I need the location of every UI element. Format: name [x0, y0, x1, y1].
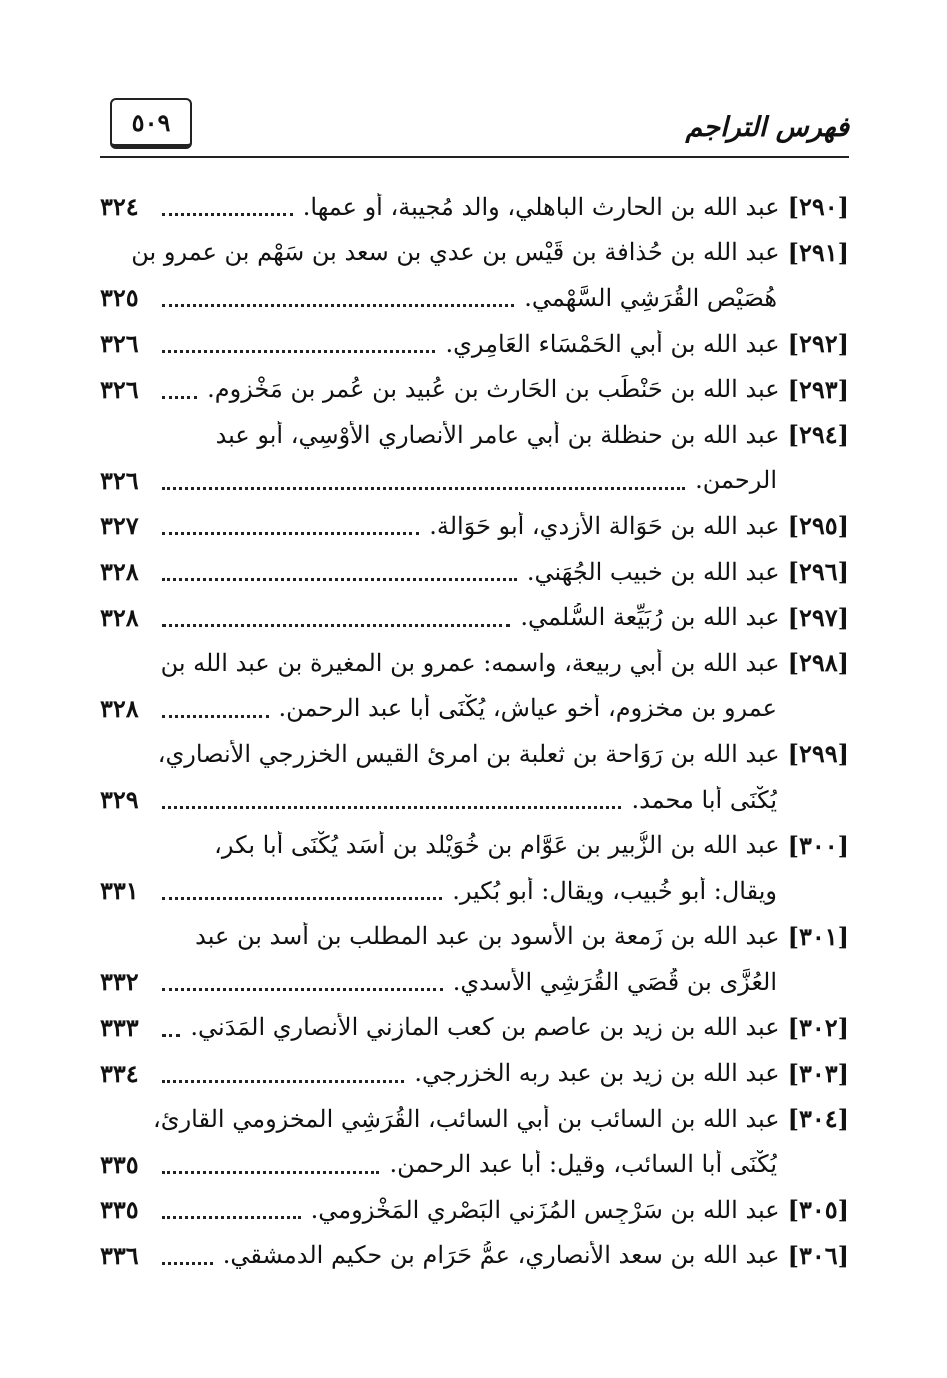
entry-number: [٢٩٠]: [787, 192, 849, 222]
index-entry: [100, 640, 849, 686]
entry-number: [٢٩٦]: [787, 557, 849, 587]
entry-text: هُصَيْص القُرَشِي السَّهْمي.: [524, 283, 777, 312]
index-entry: [100, 549, 849, 595]
index-entry-continuation: [100, 868, 849, 914]
dot-leader: [162, 350, 435, 353]
entry-text: عبد الله بن زيد بن عاصم بن كعب المازني الأنصاري المَدَني.: [190, 1013, 780, 1042]
entry-text: عبد الله بن أبي الحَمْسَاء العَامِري.: [445, 329, 780, 358]
entry-number: [٣٠٥]: [787, 1195, 849, 1225]
entry-text: عبد الله بن حنظلة بن أبي عامر الأنصاري الأَوْسِي، أبو عبد: [215, 420, 780, 449]
index-entry: [100, 1050, 849, 1096]
index-entry: [100, 822, 849, 868]
entry-page-number: ٣٢٦: [100, 329, 139, 359]
entry-text: يُكْنَى أبا محمد.: [631, 785, 777, 814]
entry-number: [٢٩٥]: [787, 511, 849, 541]
dot-leader: [162, 213, 293, 216]
dot-leader: [162, 897, 442, 900]
dot-leader: [162, 1262, 213, 1265]
entry-page-number: ٣٢٨: [100, 602, 139, 632]
dot-leader: [162, 1034, 180, 1037]
entry-number: [٢٩٤]: [787, 420, 849, 450]
entry-text: عبد الله بن سعد الأنصاري، عمُّ حَرَام بن حكيم الدمشقي.: [222, 1241, 780, 1270]
index-entry: [100, 412, 849, 458]
index-entry: [100, 366, 849, 412]
entry-text: عبد الله بن رَوَاحة بن ثعلبة بن امرئ القيس الخزرجي الأنصاري،: [157, 739, 780, 768]
entry-number: [٣٠٦]: [787, 1240, 849, 1270]
entry-text: عبد الله بن حَنْطَب بن الحَارِث بن عُبيد بن عُمر بن مَخْزوم.: [207, 375, 780, 404]
dot-leader: [162, 1080, 404, 1083]
index-entry: [100, 184, 849, 230]
entry-text: يُكْنَى أبا السائب، وقيل: أبا عبد الرحمن.: [389, 1150, 777, 1179]
index-entry: [100, 1096, 849, 1142]
entry-page-number: ٣٣٤: [100, 1058, 139, 1088]
index-entry: [100, 503, 849, 549]
entry-page-number: ٣٢٦: [100, 465, 139, 495]
entry-page-number: ٣٢٨: [100, 693, 139, 723]
entry-text: عبد الله بن الحارث الباهلي، والد مُجيبة، أو عمها.: [302, 192, 780, 221]
entry-page-number: ٣٢٥: [100, 283, 139, 313]
index-entry: [100, 1187, 849, 1233]
entry-text: عبد الله بن خبيب الجُهَني.: [526, 557, 780, 586]
entry-page-number: ٣٣٥: [100, 1149, 139, 1179]
index-entry: [100, 230, 849, 276]
dot-leader: [162, 1216, 301, 1219]
entry-page-number: ٣٢٩: [100, 785, 139, 815]
dot-leader: [162, 304, 514, 307]
entry-number: [٢٩٧]: [787, 602, 849, 632]
index-entry: [100, 1233, 849, 1279]
index-entry-continuation: [100, 458, 849, 504]
entry-text: عبد الله بن زَمعة بن الأسود بن عبد المطلب بن أسد بن عبد: [195, 922, 780, 951]
entry-text: عبد الله بن الزُّبير بن عَوَّام بن خُوَيْلد بن أَسَد يُكْنَى أبا بكر،: [214, 831, 780, 860]
index-entry-continuation: [100, 275, 849, 321]
entry-number: [٢٩٩]: [787, 739, 849, 769]
entry-text: عبد الله بن زيد بن عبد ربه الخزرجي.: [414, 1059, 780, 1088]
dot-leader: [162, 806, 621, 809]
entry-page-number: ٣٢٤: [100, 192, 139, 222]
entry-page-number: ٣٣٥: [100, 1195, 139, 1225]
entry-text: العُزَّى بن قُصَي القُرَشِي الأسدي.: [452, 967, 777, 996]
index-entry-continuation: [100, 777, 849, 823]
entry-page-number: ٣٢٧: [100, 511, 139, 541]
entry-page-number: ٣٣١: [100, 876, 139, 906]
entry-text: عبد الله بن أبي ربيعة، واسمه: عمرو بن المغيرة بن عبد الله بن: [160, 648, 780, 677]
index-entry: [100, 321, 849, 367]
index-entry: [100, 1005, 849, 1051]
dot-leader: [162, 1171, 379, 1174]
index-entry-continuation: [100, 1141, 849, 1187]
dot-leader: [162, 396, 197, 399]
entry-number: [٢٩٨]: [787, 648, 849, 678]
entry-number: [٢٩٣]: [787, 374, 849, 404]
index-entries: [100, 184, 849, 1278]
entry-page-number: ٣٣٦: [100, 1240, 139, 1270]
dot-leader: [162, 578, 517, 581]
dot-leader: [162, 532, 419, 535]
page-number: ٥٠٩: [131, 107, 171, 137]
entry-number: [٢٩٢]: [787, 329, 849, 359]
index-entry: [100, 914, 849, 960]
entry-number: [٣٠٠]: [787, 830, 849, 860]
index-entry-continuation: [100, 959, 849, 1005]
entry-text: عبد الله بن حَوَالة الأزدي، أبو حَوَالة.: [429, 511, 780, 540]
dot-leader: [162, 988, 443, 991]
dot-leader: [162, 624, 510, 627]
dot-leader: [162, 487, 685, 490]
entry-number: [٣٠٢]: [787, 1012, 849, 1042]
entry-text: عبد الله بن رُبَيِّعة السُّلمي.: [520, 603, 780, 632]
entry-number: [٣٠٤]: [787, 1104, 849, 1134]
entry-text: عبد الله بن حُذافة بن قَيْس بن عدي بن سعد بن سَهْم بن عمرو بن: [131, 238, 780, 267]
entry-number: [٣٠٣]: [787, 1058, 849, 1088]
index-entry-continuation: [100, 686, 849, 732]
index-entry: [100, 594, 849, 640]
entry-page-number: ٣٣٣: [100, 1012, 139, 1042]
entry-page-number: ٣٢٦: [100, 374, 139, 404]
page-number-box: [110, 98, 192, 149]
entry-number: [٢٩١]: [787, 237, 849, 267]
entry-number: [٣٠١]: [787, 921, 849, 951]
entry-page-number: ٣٣٢: [100, 967, 139, 997]
entry-text: الرحمن.: [695, 466, 777, 495]
dot-leader: [162, 715, 269, 718]
entry-page-number: ٣٢٨: [100, 557, 139, 587]
entry-text: ويقال: أبو خُبيب، ويقال: أبو بُكير.: [452, 876, 777, 905]
entry-text: عبد الله بن السائب بن أبي السائب، القُرَشِي المخزومي القارئ،: [153, 1104, 780, 1133]
index-entry: [100, 731, 849, 777]
running-header: [100, 92, 849, 158]
entry-text: عبد الله بن سَرْجِس المُزَني البَصْري المَخْزومي.: [310, 1195, 780, 1224]
entry-text: عمرو بن مخزوم، أخو عياش، يُكْنَى أبا عبد الرحمن.: [278, 694, 777, 723]
running-title: فهرس التراجم: [685, 112, 849, 143]
